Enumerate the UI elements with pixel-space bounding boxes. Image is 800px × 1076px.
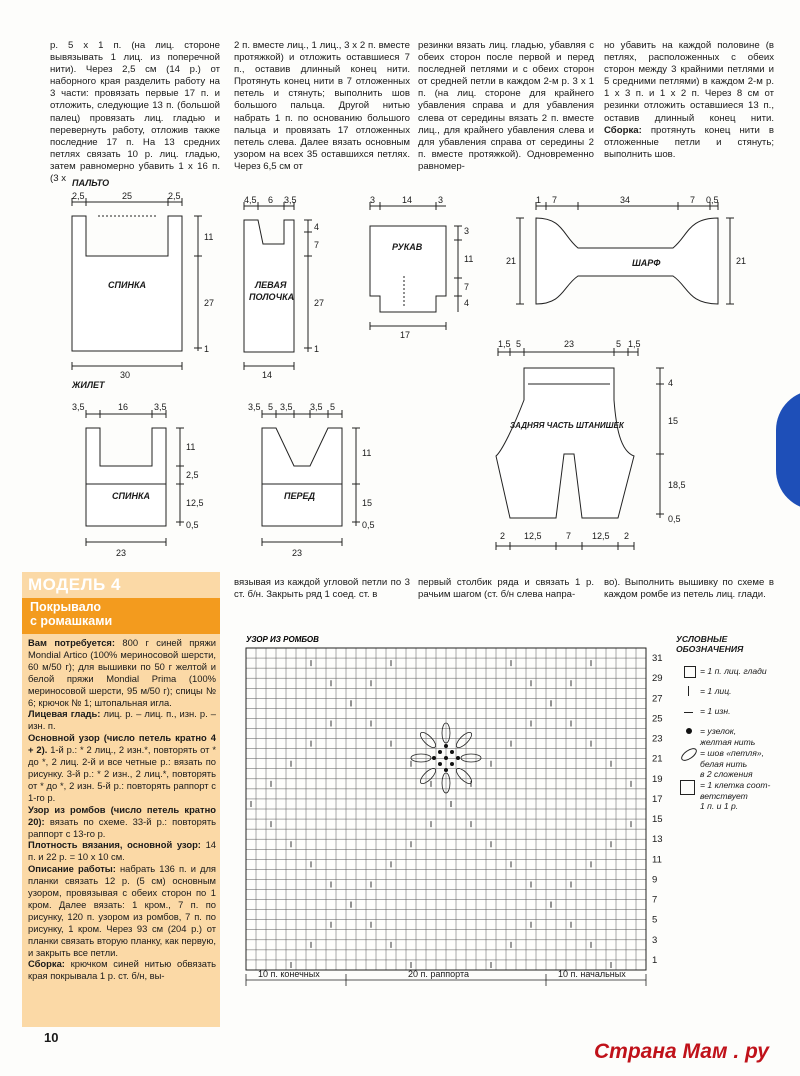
dim-ak: 18,5 [668, 480, 686, 490]
label-spinka: СПИНКА [108, 280, 146, 290]
lazy-daisy-icon [679, 746, 699, 764]
dim-be: 11 [362, 448, 372, 458]
chart-bottom-2: 20 п. раппорта [408, 969, 469, 979]
dim-c: 2,5 [168, 191, 181, 201]
row-number: 19 [652, 773, 663, 785]
dim-i: 6 [268, 195, 274, 205]
knot-icon [686, 728, 692, 734]
dim-k: 4 [314, 222, 320, 232]
row-number: 21 [652, 753, 663, 765]
dim-at: 3,5 [154, 402, 167, 412]
dim-g: 30 [120, 370, 131, 380]
dim-p2: 3 [464, 226, 470, 236]
label-shtanishki: ЗАДНЯЯ ЧАСТЬ ШТАНИШЕК [510, 421, 624, 430]
dim-am: 2 [500, 531, 506, 541]
grid-cell-icon [680, 780, 695, 795]
pattern-schematics [58, 166, 800, 566]
dim-aj: 15 [668, 416, 679, 426]
dim-bf: 15 [362, 498, 373, 508]
purl-icon [684, 712, 693, 713]
row-number: 29 [652, 673, 663, 685]
work-text: набрать 136 п. и для планки связать 12 р. (5 см) основным узором, провязывая с обеих сторон по 1 кром. Далее вязать: 1 кром., 7 п. по рисунку, 120 п. узором из ромбов, 7 п. по рисунку, 1 кром. Через 93 см (204 р.) от планки связать вторую планку, как первую, и закрыть все петли. [28, 863, 217, 958]
label-palto: ПАЛЬТО [72, 178, 110, 188]
dim-af: 23 [564, 339, 575, 349]
legend-title-1: УСЛОВНЫЕ [676, 634, 728, 644]
legend-item-3: = 1 изн. [700, 706, 731, 716]
dim-l: 7 [314, 240, 320, 250]
dim-h: 4,5 [244, 195, 257, 205]
work-heading: Описание работы: [28, 863, 116, 875]
dim-aa: 0,5 [706, 195, 719, 205]
dim-bd: 3,5 [310, 402, 323, 412]
dim-ag: 5 [616, 339, 622, 349]
row-number: 25 [652, 713, 663, 725]
stitch-text: лиц. р. – лиц. п., изн. р. – изн. п. [28, 708, 216, 732]
dim-ap: 12,5 [592, 531, 610, 541]
dim-b: 25 [122, 191, 133, 201]
dim-ab: 21 [506, 256, 517, 266]
chart-bottom-1: 10 п. конечных [258, 969, 320, 979]
dim-aw: 12,5 [186, 498, 204, 508]
row-number: 1 [652, 954, 658, 966]
row-number: 3 [652, 934, 658, 946]
dim-m: 27 [314, 298, 325, 308]
dim-s: 11 [464, 254, 474, 264]
rhombus-heading: Узор из ромбов (число петель кратно 20): [28, 803, 216, 827]
page-number: 10 [44, 1030, 59, 1045]
dim-av: 2,5 [186, 470, 199, 480]
dim-w: 1 [536, 195, 542, 205]
model-subtitle [30, 600, 112, 628]
row-number: 23 [652, 733, 663, 745]
model-subtitle-line2: с ромашками [30, 614, 113, 628]
dim-d: 11 [204, 232, 214, 242]
dim-bg: 0,5 [362, 520, 375, 530]
dim-t: 7 [464, 282, 470, 292]
text-col4-end: протянуть конец нити в отложенные петли и стянуть; выполнить шов. [604, 124, 774, 160]
label-polochka: ПОЛОЧКА [249, 292, 295, 302]
dim-v: 17 [400, 330, 411, 340]
label-levaya: ЛЕВАЯ [255, 280, 287, 290]
dim-bh: 23 [292, 548, 303, 558]
dim-bb: 3,5 [280, 402, 293, 412]
dim-al: 0,5 [668, 514, 681, 524]
text-column-4 [604, 40, 774, 161]
legend-item-1: = 1 п. лиц. глади [700, 666, 767, 676]
gauge-text: 14 п. и 22 р. = 10 х 10 см. [28, 839, 216, 863]
gauge-heading: Плотность вязания, основной узор: [28, 839, 201, 851]
dim-e: 27 [204, 298, 215, 308]
text-column-2: 2 п. вместе лиц., 1 лиц., 3 х 2 п. вместе протяжкой) и отложить оставшиеся 7 п., оставив длинный конец нити. Протянуть конец нити в 7 отложенных петель и стянуть; выполнить шов большого пальца. Другой нитью набрать 1 п. по основанию большого пальца и провязать 17 отложенных петель слева. Далее вязать основным узором на всех 35 оставшихся петлях. Через 6,5 см от [234, 40, 410, 172]
dim-u: 4 [464, 298, 470, 308]
dim-as: 16 [118, 402, 129, 412]
mid-text-col4: во). Выполнить вышивку по схеме в каждом ромбе из петель лиц. глади. [604, 577, 774, 601]
dim-p: 3 [370, 195, 376, 205]
dim-ae: 5 [516, 339, 522, 349]
dim-ad: 1,5 [498, 339, 511, 349]
row-number: 15 [652, 814, 663, 826]
dim-ai: 4 [668, 378, 674, 388]
model-subtitle-bar [22, 598, 220, 634]
legend-title-2: ОБОЗНАЧЕНИЯ [676, 644, 744, 654]
dim-y: 34 [620, 195, 631, 205]
dim-au: 11 [186, 442, 196, 452]
dim-ax: 0,5 [186, 520, 199, 530]
dim-o: 14 [262, 370, 273, 380]
dim-x: 7 [552, 195, 558, 205]
dim-z: 7 [690, 195, 696, 205]
dim-bc: 5 [330, 402, 336, 412]
row-number: 13 [652, 834, 663, 846]
legend-item-2: = 1 лиц. [700, 686, 732, 696]
row-number: 11 [652, 854, 662, 866]
mid-text-col3: первый столбик ряда и связать 1 р. рачьим шагом (ст. б/н слева напра- [418, 577, 594, 601]
dim-f: 1 [204, 344, 210, 354]
chart-title: УЗОР ИЗ РОМБОВ [246, 635, 319, 644]
assembly-heading: Сборка: [28, 958, 65, 970]
dim-j: 3,5 [284, 195, 297, 205]
row-number: 17 [652, 793, 663, 805]
mid-text-col2: вязывая из каждой угловой петли по 3 ст. б/н. Закрыть ряд 1 соед. ст. в [234, 577, 410, 601]
row-number: 9 [652, 874, 658, 886]
label-spinka-2: СПИНКА [112, 491, 150, 501]
legend-item-4: = узелок, желтая нить [700, 726, 756, 747]
dim-aq: 2 [624, 531, 630, 541]
text-col4-bold: Сборка: [604, 124, 642, 136]
text-col4-a: но убавить на каждой половине (в петлях, расположенных с обеих сторон между 3 крайними петлями и 5 средними петлями) в каждом 2-м р. 1 х 3 п. и 1 х 2 п. Через 8 см от резинки отложить оставшиеся 13 п., оставив длинный конец нити. [604, 40, 774, 124]
dim-ao: 7 [566, 531, 572, 541]
text-column-3: резинки вязать лиц. гладью, убавляя с обеих сторон после первой и перед последней петлями и с обеих сторон от средней петли в каждом 2-м р. 3 х 1 п. (на лиц. стороне для крайнего убавления справа и для убавления слева от середины вязать 2 п. вместе лиц., для крайнего убавления слева и для убавления справа от середины 2 п. вместе протяжкой). Одновременно равномер- [418, 40, 594, 172]
label-sharf: ШАРФ [632, 258, 661, 268]
knit-icon [688, 686, 689, 696]
row-number: 7 [652, 894, 658, 906]
dim-r: 3 [438, 195, 444, 205]
row-number: 31 [652, 653, 663, 665]
label-pered: ПЕРЕД [284, 491, 315, 501]
dim-ah: 1,5 [628, 339, 641, 349]
site-watermark: Страна Мам . ру [594, 1040, 769, 1063]
chart-legend [676, 634, 796, 814]
dim-ac: 21 [736, 256, 747, 266]
legend-item-6: = 1 клетка соот- ветствует 1 п. и 1 р. [700, 780, 771, 811]
dim-an: 12,5 [524, 531, 542, 541]
main-pattern-text: 1-й р.: * 2 лиц., 2 изн.*, повторять от * до *, 2 лиц. 2-й и все четные р.: вязать по рисунку. 3-й р.: * 2 изн., 2 лиц.*, повторять от * до *, 2 изн. 5-й р.: повторять раппорт с 1-го р. [28, 744, 216, 803]
dim-az: 3,5 [248, 402, 261, 412]
text-column-1: р. 5 х 1 п. (на лиц. стороне вывязывать 1 лиц. из поперечной нити). Через 2,5 см (14 р.) от наборного края разделить работу на 3 части: провязать первые 17 п. и отложить, следующие 13 п. (большой палец) провязать лиц. гладью и перевернуть работу, отложив также последние 17 п. На 13 средних петлях связать 10 р. лиц. гладью, затем равномерно убавить 1 х 16 п. (3 х [50, 40, 220, 185]
materials-text: 800 г синей пряжи Mondial Artico (100% мериносовой шерсти, 60 м/50 г); для вышивки по 50 г желтой и белой пряжи Mondial Prima (100% мериносовой шерсти, 95 м/50 г); спицы № 6; крючок № 1; штопальная игла. [28, 637, 217, 708]
row-number: 5 [652, 914, 658, 926]
stitch-heading: Лицевая гладь: [28, 708, 101, 720]
legend-item-5: = шов «петля», белая нить в 2 сложения [700, 748, 764, 779]
dim-ay: 23 [116, 548, 127, 558]
label-zhilet: ЖИЛЕТ [72, 380, 105, 390]
materials-heading: Вам потребуется: [28, 637, 116, 648]
label-rukav: РУКАВ [392, 242, 423, 252]
dim-ar: 3,5 [72, 402, 85, 412]
dim-ba: 5 [268, 402, 274, 412]
dim-n: 1 [314, 344, 320, 354]
dim-q: 14 [402, 195, 413, 205]
main-pattern-heading: Основной узор (число петель кратно 4 + 2). [28, 732, 216, 756]
assembly-text: крючком синей нитью обвязать края покрывала 1 р. ст. б/н, вы- [28, 958, 216, 982]
chart-bottom-3: 10 п. начальных [558, 969, 626, 979]
instructions-text [28, 637, 216, 982]
dim-a: 2,5 [72, 191, 85, 201]
rhombus-text: вязать по схеме. 33-й р.: повторять раппорт с 13-го р. [28, 815, 216, 839]
row-number: 27 [652, 693, 663, 705]
model-subtitle-line1: Покрывало [30, 600, 102, 614]
blank-cell-icon [684, 666, 696, 678]
model-title: МОДЕЛЬ 4 [28, 575, 121, 594]
